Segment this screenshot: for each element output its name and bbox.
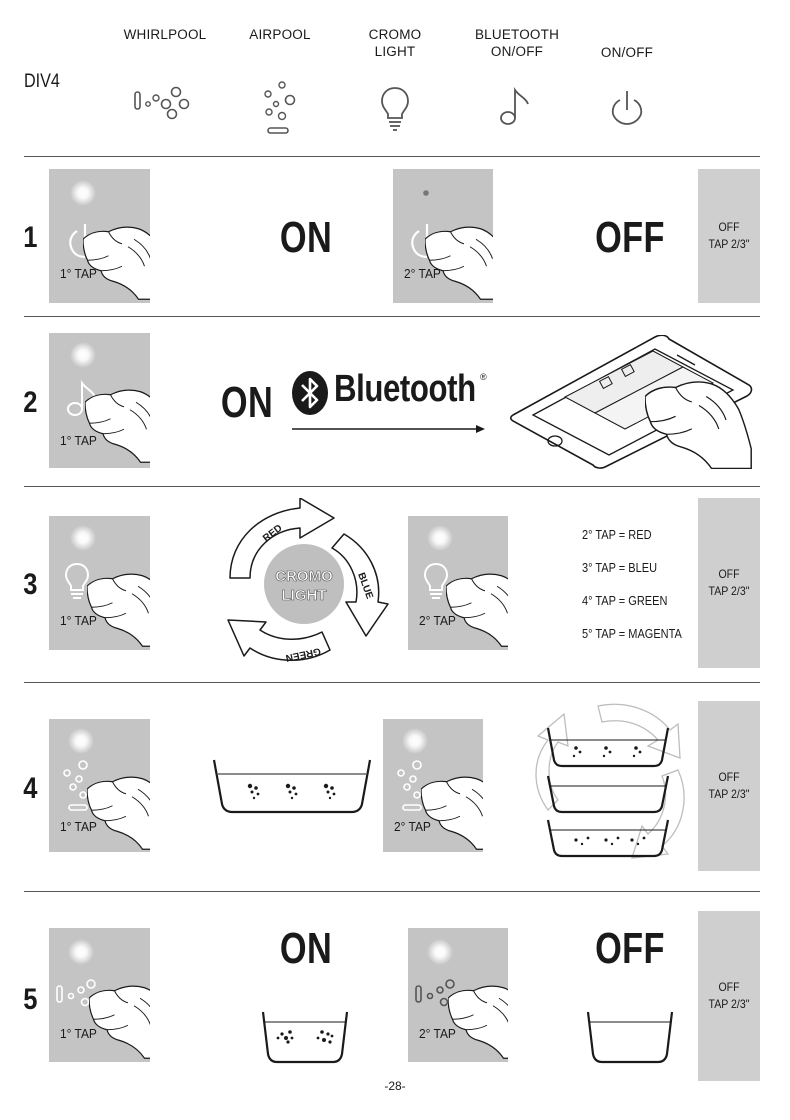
header-label-bluetooth: BLUETOOTH ON/OFF: [474, 27, 560, 59]
step-number: 2: [23, 386, 38, 419]
off-instruction-text: OFF TAP 2/3": [708, 567, 750, 598]
tub-cycle-illustration: [528, 700, 692, 866]
wheel-center-label: CROMO LIGHT: [275, 568, 333, 604]
off-instruction-text: OFF TAP 2/3": [708, 980, 750, 1011]
tap-label: 1° TAP: [60, 613, 97, 628]
page-number: -28-: [384, 1079, 406, 1093]
sequence-item: 3° TAP = BLEU: [582, 561, 658, 575]
divider: [24, 891, 760, 892]
tap-label: 2° TAP: [419, 1026, 456, 1041]
step-number: 5: [23, 983, 38, 1016]
divider: [24, 486, 760, 487]
airpool-icon: [260, 80, 300, 138]
tap-panel: [49, 516, 150, 650]
state-off: OFF: [595, 213, 665, 262]
tap-panel: [393, 169, 493, 303]
arrow-to-phone: [290, 422, 488, 436]
tap-label: 1° TAP: [60, 433, 97, 448]
divider: [24, 156, 760, 157]
header-label-airpool: AIRPOOL: [249, 27, 311, 42]
off-instruction-box: [698, 701, 760, 871]
tap-panel: [49, 928, 150, 1062]
sequence-item: 4° TAP = GREEN: [582, 594, 668, 608]
tub-empty-illustration: [585, 1010, 675, 1064]
off-instruction-text: OFF TAP 2/3": [708, 220, 750, 251]
tap-label: 1° TAP: [60, 819, 97, 834]
off-instruction-box: [698, 169, 760, 303]
wheel-label-blue: BLUE: [355, 571, 375, 601]
state-on: ON: [220, 378, 274, 427]
tap-panel: [383, 719, 483, 852]
header-label-onoff: ON/OFF: [600, 45, 654, 60]
state-off: OFF: [595, 924, 665, 973]
tub-whirlpool-illustration: [260, 1010, 350, 1064]
whirlpool-icon: [132, 84, 198, 120]
wheel-label-green: GREEN: [284, 645, 322, 664]
smartphone-illustration: [505, 335, 755, 470]
step-number: 3: [23, 568, 38, 601]
tap-panel: [408, 928, 508, 1062]
off-instruction-text: OFF TAP 2/3": [708, 770, 750, 801]
light-bulb-icon: [380, 86, 410, 132]
model-name: DIV4: [24, 71, 60, 92]
divider: [24, 682, 760, 683]
bluetooth-logo-icon: [290, 370, 330, 416]
tap-panel: [49, 719, 150, 852]
off-instruction-box: [698, 911, 760, 1081]
step-number: 1: [23, 221, 38, 254]
divider: [24, 316, 760, 317]
step-number: 4: [23, 772, 38, 805]
header-label-cromo-light: CROMO LIGHT: [368, 27, 422, 59]
tub-airpool-illustration: [212, 758, 372, 814]
tap-label: 1° TAP: [60, 1026, 97, 1041]
bluetooth-brand: Bluetooth: [334, 368, 476, 410]
power-icon: [610, 88, 644, 126]
state-on: ON: [279, 924, 333, 973]
tap-label: 2° TAP: [419, 613, 456, 628]
header-label-whirlpool: WHIRLPOOL: [123, 27, 207, 42]
registered-mark: ®: [480, 372, 487, 382]
music-note-icon: [498, 86, 532, 128]
tap-label: 2° TAP: [394, 819, 431, 834]
tap-label: 1° TAP: [60, 266, 97, 281]
state-on: ON: [279, 213, 333, 262]
tap-panel: [408, 516, 508, 650]
sequence-item: 5° TAP = MAGENTA: [582, 627, 682, 641]
tap-panel: [49, 333, 150, 468]
sequence-item: 2° TAP = RED: [582, 528, 652, 542]
off-instruction-box: [698, 498, 760, 668]
wheel-label-red: RED: [261, 522, 285, 545]
tap-panel: [49, 169, 150, 303]
tap-label: 2° TAP: [404, 266, 441, 281]
